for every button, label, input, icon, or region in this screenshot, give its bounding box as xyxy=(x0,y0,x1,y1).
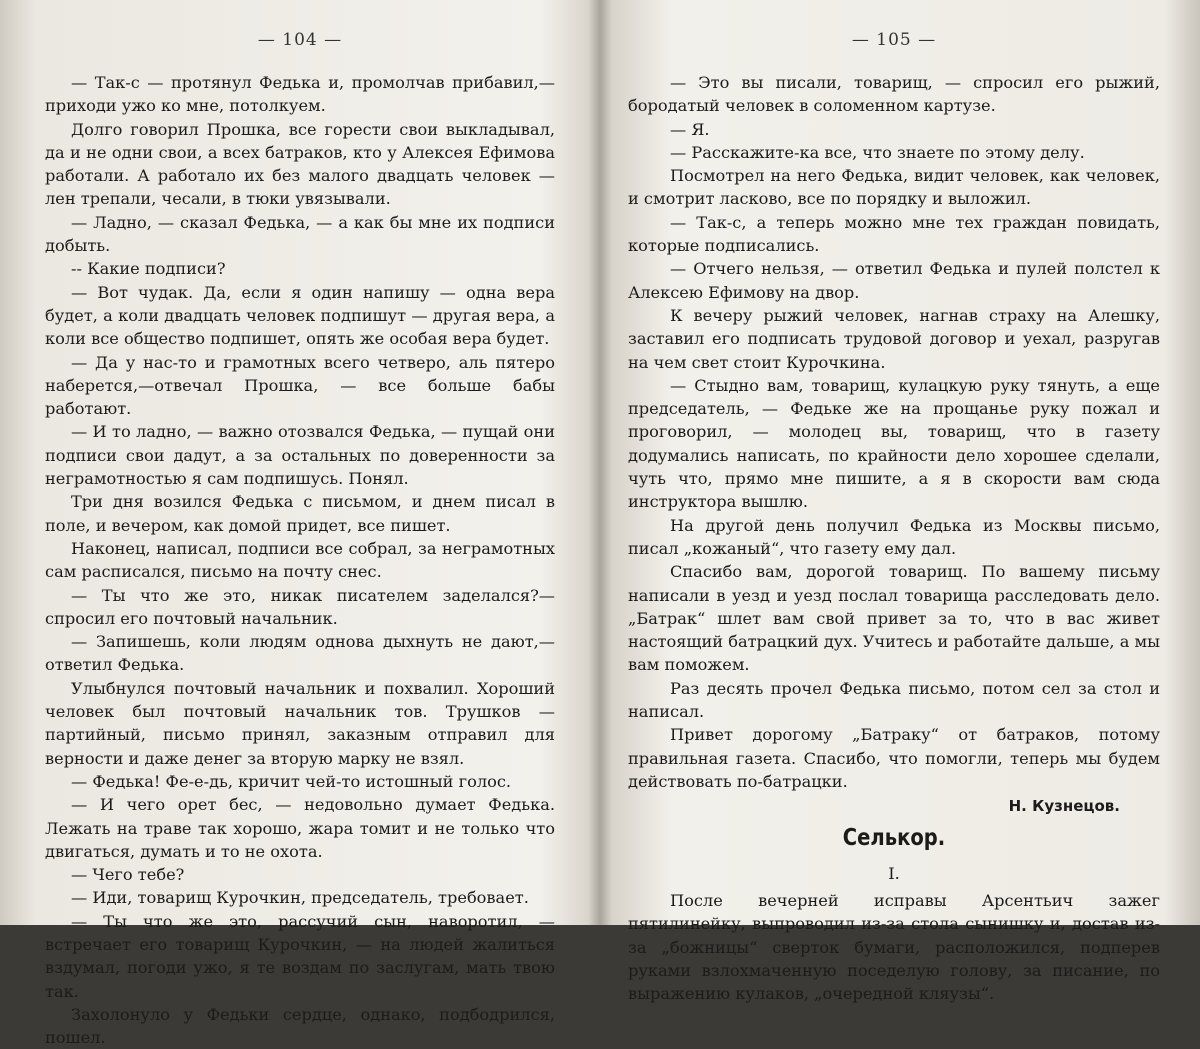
paragraph: — Так-с — протянул Федька и, промолчав прибавил,— приходи ужо ко мне, потолкуем. xyxy=(45,73,555,116)
paragraph: Привет дорогому „Батраку“ от батраков, потому правильная газета. Спасибо, что помогли, теперь мы будем действовать по-батрацки. xyxy=(628,725,1160,791)
paragraph: После вечерней исправы Арсентьич зажег пятилинейку, выпроводил из-за стола сынишку и, достав из-за „божницы“ сверток бумаги, расположился, подперев руками взлохмаченную поседелую голову, за писание, по выражению кулаков, „очередной кляузы“. xyxy=(628,891,1160,1004)
paragraph: — Чего тебе? xyxy=(71,865,185,885)
paragraph: — Да у нас-то и грамотных всего четверо, аль пятеро наберется,—отвечал Прошка, — все больше бабы работают. xyxy=(45,352,555,419)
paragraph: Захолонуло у Федьки сердце, однако, подбодрился, пошел. xyxy=(45,1004,555,1048)
paragraph: — Федька! Фе-е-дь, кричит чей-то истошный голос. xyxy=(71,771,512,791)
left-page xyxy=(45,0,555,1048)
paragraph: -- Какие подписи? xyxy=(71,259,226,279)
right-page xyxy=(628,0,1160,1004)
paragraph: — Я. xyxy=(670,119,710,139)
paragraph: — Ты что же это, рассучий сын, наворотил, — встречает его товарищ Курочкин, — на людей жалиться вздумал, погоди ужо, я те воздам по заслугам, мать твою так. xyxy=(45,911,555,1001)
left-page-text xyxy=(45,71,555,1049)
paragraph: — Вот чудак. Да, если я один напишу — одна вера будет, а коли двадцать человек подпишут — другая вера, а коли все общество подпишет, опять же особая вера будет. xyxy=(45,282,555,349)
paragraph: Долго говорил Прошка, все горести свои выкладывал, да и не одни свои, а всех батраков, кто у Алексея Ефимова работали. А работало их без малого двадцать человек — лен трепали, чесали, в тюки увязывали. xyxy=(45,119,555,209)
right-page-text xyxy=(628,71,1160,1006)
paragraph: Спасибо вам, дорогой товарищ. По вашему письму написали в уезд и уезд послал товарища расследовать дело. „Батрак“ шлет вам свой привет за то, что в вас живет настоящий батрацкий дух. Учитесь и работайте дальше, а мы вам поможем. xyxy=(628,562,1160,675)
paragraph: Посмотрел на него Федька, видит человек, как человек, и смотрит ласково, все по порядку и выложил. xyxy=(628,166,1160,209)
paragraph: На другой день получил Федька из Москвы письмо, писал „кожаный“, что газету ему дал. xyxy=(628,515,1160,558)
paragraph: — Ты что же это, никак писателем заделался?—спросил его почтовый начальник. xyxy=(45,585,555,628)
paragraph: — Расскажите-ка все, что знаете по этому делу. xyxy=(670,142,1085,162)
author-signature: Н. Кузнецов. xyxy=(1008,797,1120,816)
paragraph: Улыбнулся почтовый начальник и похвалил. Хороший человек был почтовый начальник тов. Трушков — партийный, письмо принял, заказным отправил для верности и даже денег за вторую марку не взял. xyxy=(45,678,555,768)
section-number: I. xyxy=(888,863,900,883)
paragraph: — И то ладно, — важно отозвался Федька, — пущай они подписи свои дадут, а за остальных по доверенности за неграмотностью я сам подпишусь. Понял. xyxy=(45,422,555,489)
paragraph: — Ладно, — сказал Федька, — а как бы мне их подписи добыть. xyxy=(45,212,555,256)
story-title: Селькор. xyxy=(842,824,946,851)
paragraph: — И чего орет бес, — недовольно думает Федька. Лежать на траве так хорошо, жара томит и не только что двигаться, думать и то не охота. xyxy=(45,795,555,861)
page-number-right: — 105 — xyxy=(851,30,937,50)
page-number-left: — 104 — xyxy=(257,30,343,50)
paragraph: — Так-с, а теперь можно мне тех граждан повидать, которые подписались. xyxy=(628,212,1160,256)
paragraph: — Иди, товарищ Курочкин, председатель, требовает. xyxy=(71,888,529,908)
paragraph: — Запишешь, коли людям однова дыхнуть не дают,— ответил Федька. xyxy=(45,632,555,675)
paragraph: Наконец, написал, подписи все собрал, за неграмотных сам расписался, письмо на почту снес. xyxy=(45,538,555,582)
paragraph: К вечеру рыжий человек, нагнав страху на Алешку, заставил его подписать трудовой договор и уехал, разругав на чем свет стоит Курочкина. xyxy=(628,305,1160,372)
paragraph: — Это вы писали, товарищ, — спросил его рыжий, бородатый человек в соломенном картузе. xyxy=(628,73,1160,116)
paragraph: Три дня возился Федька с письмом, и днем писал в поле, и вечером, как домой придет, все пишет. xyxy=(45,492,555,535)
paragraph: Раз десять прочел Федька письмо, потом сел за стол и написал. xyxy=(628,678,1160,722)
paragraph: — Стыдно вам, товарищ, кулацкую руку тянуть, а еще председатель, — Федьке же на прощанье руку пожал и проговорил, — молодец вы, товарищ, что в газету додумались написать, по крайности дело хорошее сделали, чуть что, прямо мне пишите, а я в скорости вам сюда инструктора вышлю. xyxy=(628,375,1160,512)
paragraph: — Отчего нельзя, — ответил Федька и пулей полстел к Алексею Ефимову на двор. xyxy=(628,259,1160,302)
